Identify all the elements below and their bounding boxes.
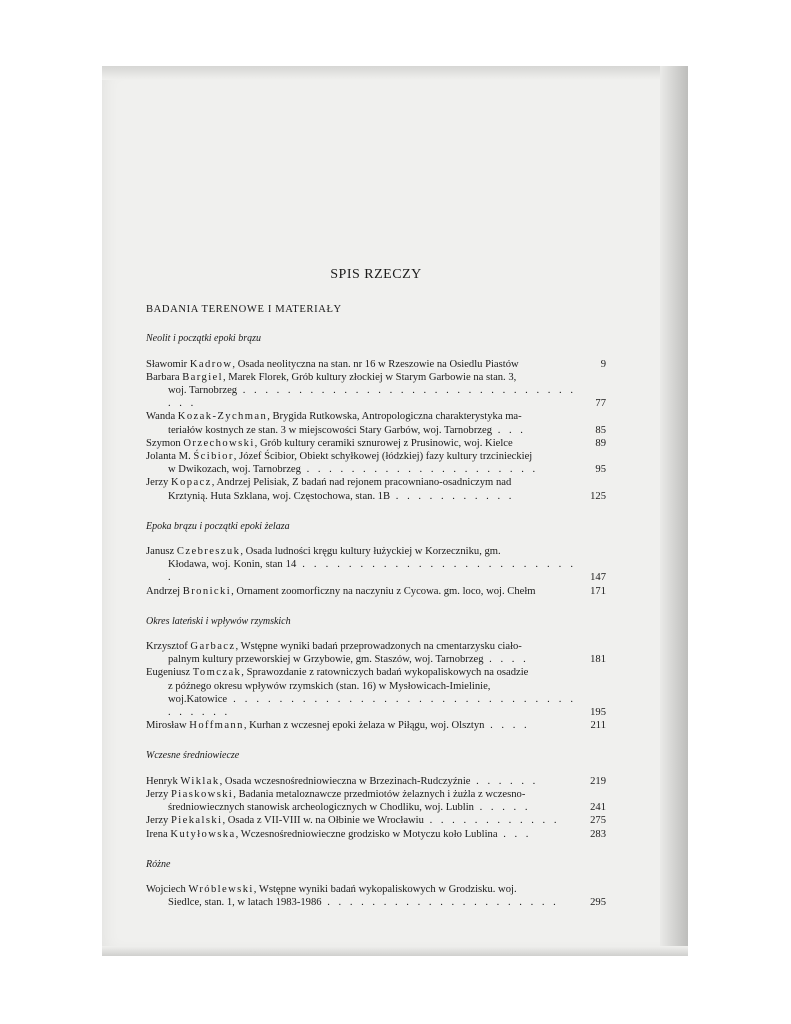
author-first-name: Janusz [146, 546, 177, 558]
entry-continuation-text: Siedlce, stan. 1, w latach 1983-1986 [168, 897, 322, 909]
toc-entry [146, 437, 606, 450]
entry-text [146, 410, 576, 436]
author-first-name: Sławomir [146, 358, 190, 370]
leader-dots: . . . . . . . . . . . . . . . . . . . . . . . . . . . . . . . . . [168, 385, 576, 410]
author-last-name: Piaskowski [171, 788, 234, 800]
author-last-name: Wiklak [180, 775, 220, 787]
entry-text [146, 585, 576, 598]
entry-continuation-text: z późnego okresu wpływów rzymskich (stan. 16) w Mysłowicach-Imielinie, [168, 680, 491, 692]
page-number: 9 [600, 358, 606, 370]
entry-title: , Józef Ścibior, Obiekt schyłkowej (łódzkiej) fazy kultury trzcinieckiej [233, 451, 533, 463]
page-number: 295 [590, 897, 606, 909]
author-last-name: Hoffmann [189, 720, 244, 732]
entry-continuation [146, 490, 576, 503]
author-last-name: Kopacz [171, 477, 212, 489]
toc-entry [146, 814, 606, 827]
page-title: SPIS RZECZY [330, 267, 422, 282]
entry-line-1 [146, 776, 538, 787]
author-first-name: Eugeniusz [146, 667, 193, 679]
entry-continuation-text: w Dwikozach, woj. Tarnobrzeg [168, 464, 301, 476]
entry-text [146, 814, 576, 827]
entry-text [146, 437, 576, 450]
entry-text [146, 828, 576, 841]
toc-entry [146, 410, 606, 436]
entry-continuation [146, 693, 576, 719]
author-last-name: Bargiel [182, 371, 223, 383]
entry-line-1 [146, 815, 560, 826]
entry-continuation [146, 801, 576, 814]
leader-dots: . . . [497, 828, 532, 840]
leader-dots: . . . . . . . . . . . . . . . . . . . . . [321, 897, 559, 909]
page-number: 147 [590, 572, 606, 584]
author-last-name: Kozak-Zychman [177, 411, 268, 423]
entry-text [146, 450, 576, 476]
toc-entry [146, 775, 606, 788]
toc-section [146, 520, 606, 598]
author-last-name: Ścibior [193, 451, 234, 463]
toc-section [146, 615, 606, 733]
entry-title: , Osada z VII-VIII w. na Ołbinie we Wrocławiu [222, 815, 424, 827]
author-last-name: Tomczak [192, 667, 242, 679]
entry-title: , Badania metaloznawcze przedmiotów żelaznych i żużla z wczesno- [233, 788, 526, 800]
entry-title: , Wstępne wyniki badań przeprowadzonych na cmentarzysku ciało- [235, 641, 522, 653]
entry-continuation-text: Kłodawa, woj. Konin, stan 14 [168, 559, 297, 571]
entry-line-1 [146, 667, 528, 678]
entry-continuation [146, 896, 576, 909]
entry-continuation-text: woj.Katowice [168, 693, 228, 705]
page-number: 283 [590, 828, 606, 840]
page-number: 211 [590, 720, 606, 732]
entry-line-1 [146, 789, 525, 800]
entry-text [146, 476, 576, 502]
leader-dots: . . . . . . . . . . . . [423, 815, 560, 827]
entry-line-1 [146, 477, 511, 488]
entry-continuation [146, 384, 576, 410]
leader-dots: . . . . . [473, 802, 531, 814]
entry-title: , Osada neolityczna na stan. nr 16 w Rzeszowie na Osiedlu Piastów [232, 358, 519, 370]
entry-line-1 [146, 720, 530, 731]
author-last-name: Orzechowski [183, 437, 255, 449]
leader-dots: . . . . . . . . . . . . . . . . . . . . . . . . . . . . . . . . . . . . [168, 693, 576, 719]
toc-section [146, 858, 606, 910]
entry-title: , Marek Florek, Grób kultury złockiej w Starym Garbowie na stan. 3, [222, 371, 517, 383]
page-number: 171 [590, 585, 606, 597]
toc-entry [146, 358, 606, 371]
entry-text [146, 545, 576, 585]
author-last-name: Piekalski [171, 815, 223, 827]
toc-entry [146, 585, 606, 598]
entry-title: , Grób kultury ceramiki sznurowej z Prusinowic, woj. Kielce [254, 437, 513, 449]
toc-entry [146, 719, 606, 732]
page-number: 89 [595, 437, 606, 449]
entry-line-1 [146, 372, 516, 383]
author-first-name: Wanda [146, 411, 178, 423]
scan-bottom-shadow [102, 946, 688, 956]
page-number: 181 [590, 654, 606, 666]
entry-continuation-text: Krztynią. Huta Szklana, woj. Częstochowa, stan. 1B [168, 490, 391, 502]
part-heading: BADANIA TERENOWE I MATERIAŁY [146, 304, 342, 316]
toc-entry [146, 545, 606, 585]
author-first-name: Jerzy [146, 788, 171, 800]
author-first-name: Szymon [146, 437, 184, 449]
entry-continuation-text: teriałów kostnych ze stan. 3 w miejscowości Stary Garbów, woj. Tarnobrzeg [168, 424, 493, 436]
author-last-name: Kadrow [189, 358, 233, 370]
author-first-name: Jerzy [146, 815, 171, 827]
toc-section [146, 749, 606, 840]
toc-entry [146, 450, 606, 476]
table-of-contents [146, 268, 606, 926]
entry-text [146, 358, 576, 371]
toc-entry [146, 883, 606, 909]
toc-entry [146, 666, 606, 719]
entry-text [146, 719, 576, 732]
page-number: 125 [590, 490, 606, 502]
leader-dots: . . . . . . . . . . . [390, 490, 515, 502]
entry-text [146, 371, 576, 411]
entry-title: , Osada ludności kręgu kultury łużyckiej w Korzeczniku, gm. [240, 546, 501, 558]
entry-text [146, 775, 576, 788]
page-number: 241 [590, 802, 606, 814]
entry-line-1 [146, 829, 531, 840]
toc-entry [146, 476, 606, 502]
entry-continuation [146, 424, 576, 437]
entry-text [146, 788, 576, 814]
author-first-name: Andrzej [146, 585, 183, 597]
entry-line-1 [146, 438, 513, 449]
entry-continuation [146, 558, 576, 584]
page-number: 77 [595, 398, 606, 410]
entry-title: , Wczesnośredniowieczne grodzisko w Motyczu koło Lublina [235, 828, 498, 840]
page-number: 219 [590, 775, 606, 787]
leader-dots: . . . . [483, 654, 529, 666]
entry-continuation-text: woj. Tarnobrzeg [168, 385, 238, 397]
entry-line-1 [146, 359, 519, 370]
author-last-name: Wróblewski [188, 883, 254, 895]
section-heading: Okres lateński i wpływów rzymskich [146, 615, 291, 627]
entry-line-1 [146, 411, 522, 422]
author-last-name: Czebreszuk [176, 546, 241, 558]
scan-binding-shadow [660, 66, 688, 956]
page-number: 85 [595, 424, 606, 436]
entry-continuation [146, 680, 576, 693]
entry-continuation [146, 463, 576, 476]
scan-top-shadow [102, 66, 688, 80]
entry-title: , Ornament zoomorficzny na naczyniu z Cycowa. gm. loco, woj. Chełm [231, 585, 536, 597]
entry-text [146, 640, 576, 666]
entry-title: , Osada wczesnośredniowieczna w Brzezinach-Rudczyźnie [219, 775, 471, 787]
entry-line-1 [146, 586, 536, 597]
page-number: 195 [590, 707, 606, 719]
author-last-name: Kutyłowska [170, 828, 236, 840]
entry-line-1 [146, 641, 522, 652]
page-number: 95 [595, 464, 606, 476]
toc-section [146, 332, 606, 502]
entry-title: , Andrzej Pelisiak, Z badań nad rejonem pracowniano-osadniczym nad [211, 477, 512, 489]
author-first-name: Irena [146, 828, 171, 840]
leader-dots: . . . . . . . . . . . . . . . . . . . . . [300, 464, 539, 476]
page-number: 275 [590, 815, 606, 827]
author-first-name: Wojciech [146, 883, 189, 895]
toc-entry [146, 828, 606, 841]
entry-text [146, 883, 576, 909]
entry-line-1 [146, 451, 532, 462]
section-heading: Wczesne średniowiecze [146, 750, 240, 762]
entry-title: , Sprawozdanie z ratowniczych badań wykopaliskowych na osadzie [241, 667, 529, 679]
leader-dots: . . . . . . . . . . . . . . . . . . . . . . . . . [168, 559, 576, 584]
author-first-name: Krzysztof [146, 641, 191, 653]
entry-continuation-text: palnym kultury przeworskiej w Grzybowie, gm. Staszów, woj. Tarnobrzeg [168, 654, 484, 666]
entry-line-1 [146, 884, 517, 895]
entry-text [146, 666, 576, 719]
toc-entry [146, 640, 606, 666]
toc-entry [146, 788, 606, 814]
toc-entry [146, 371, 606, 411]
entry-continuation-text: średniowiecznych stanowisk archeologicznych w Chodliku, woj. Lublin [168, 802, 474, 814]
entry-title: , Wstępne wyniki badań wykopaliskowych w Grodzisku. woj. [253, 883, 517, 895]
section-heading: Epoka brązu i początki epoki żelaza [146, 520, 290, 532]
author-first-name: Jerzy [146, 477, 171, 489]
leader-dots: . . . [492, 424, 526, 436]
author-last-name: Bronicki [182, 585, 232, 597]
section-heading: Różne [146, 858, 171, 870]
sections-container [146, 332, 606, 909]
author-first-name: Jolanta M. [146, 451, 194, 463]
leader-dots: . . . . [484, 720, 530, 732]
author-last-name: Garbacz [190, 641, 236, 653]
entry-title: , Kurhan z wczesnej epoki żelaza w Piłągu, woj. Olsztyn [243, 720, 485, 732]
author-first-name: Mirosław [146, 720, 190, 732]
leader-dots: . . . . . . [470, 775, 539, 787]
entry-title: , Brygida Rutkowska, Antropologiczna charakterystyka ma- [267, 411, 522, 423]
author-first-name: Barbara [146, 371, 183, 383]
section-heading: Neolit i początki epoki brązu [146, 333, 261, 345]
entry-continuation [146, 653, 576, 666]
entry-line-1 [146, 546, 501, 557]
author-first-name: Henryk [146, 775, 181, 787]
